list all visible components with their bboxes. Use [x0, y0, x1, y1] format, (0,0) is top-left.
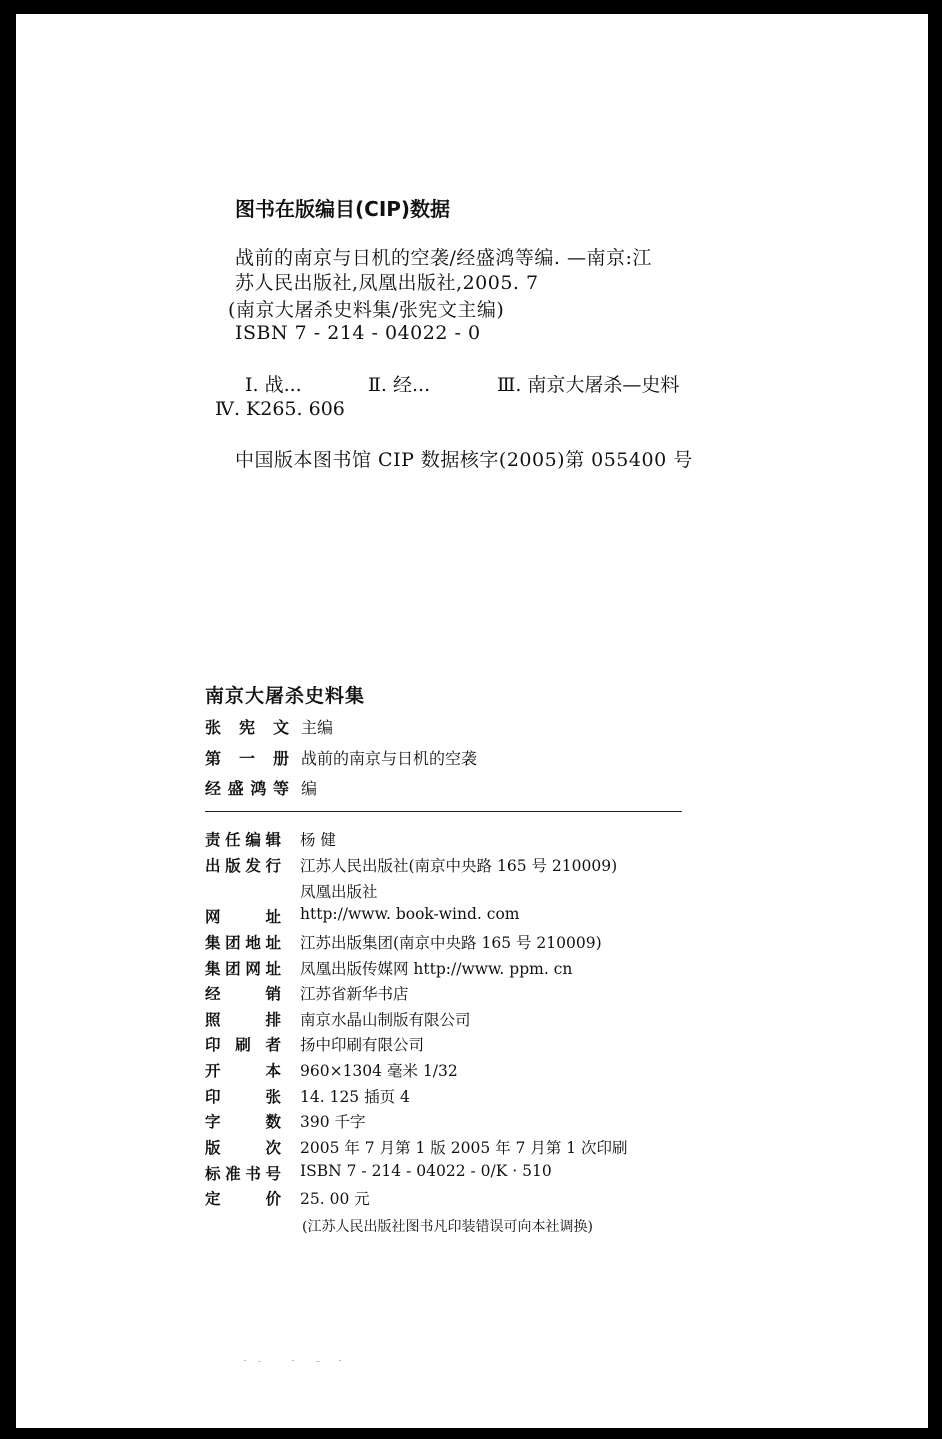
- volume-title: 战前的南京与日机的空袭: [301, 749, 478, 768]
- detail-label: 网址: [205, 908, 281, 926]
- editors-role: 编: [301, 779, 318, 798]
- detail-label: 版次: [205, 1139, 281, 1157]
- cip-approval: 中国版本图书馆 CIP 数据核字(2005)第 055400 号: [235, 449, 693, 471]
- detail-value: 杨 健: [300, 831, 336, 849]
- replacement-notice: (江苏人民出版社图书凡印装错误可向本社调换): [302, 1219, 593, 1235]
- detail-row: [205, 905, 519, 927]
- detail-label: 字数: [205, 1113, 281, 1131]
- chief-editor-name: 张 宪 文: [205, 718, 289, 737]
- cip-line-isbn: ISBN 7 - 214 - 04022 - 0: [235, 322, 481, 344]
- detail-label: 责任编辑: [205, 831, 281, 849]
- detail-value: 江苏出版集团(南京中央路 165 号 210009): [300, 934, 602, 952]
- book-page: [16, 14, 928, 1428]
- detail-row: [205, 1162, 552, 1184]
- editors-name: 经盛鸿等: [205, 779, 289, 798]
- detail-value: 14. 125 插页 4: [300, 1088, 410, 1106]
- divider-rule: [205, 811, 682, 812]
- detail-value: 凤凰出版传媒网 http://www. ppm. cn: [300, 960, 573, 978]
- detail-row: [205, 1110, 366, 1132]
- detail-label: 集团网址: [205, 960, 281, 978]
- detail-value: http://www. book-wind. com: [300, 905, 520, 923]
- detail-label: 印刷者: [205, 1036, 281, 1054]
- cip-line-title: 战前的南京与日机的空袭/经盛鸿等编. —南京:江: [235, 247, 652, 269]
- cip-heading: 图书在版编目(CIP)数据: [235, 197, 451, 221]
- detail-value: 390 千字: [300, 1113, 366, 1131]
- detail-label: 印张: [205, 1088, 281, 1106]
- scan-specks: [244, 1359, 344, 1363]
- cip-class-2: Ⅱ. 经...: [368, 374, 431, 396]
- series-title: 南京大屠杀史料集: [205, 685, 366, 707]
- chief-editor-role: 主编: [301, 718, 334, 737]
- volume-line: [205, 746, 477, 769]
- detail-row: [205, 1059, 458, 1081]
- detail-row: [205, 1085, 410, 1107]
- cip-line-publisher: 苏人民出版社,凤凰出版社,2005. 7: [235, 272, 539, 294]
- detail-value: 江苏省新华书店: [300, 985, 409, 1003]
- detail-row: [205, 1008, 471, 1030]
- detail-row: [205, 982, 409, 1004]
- editors-line: [205, 776, 317, 799]
- detail-value: ISBN 7 - 214 - 04022 - 0/K · 510: [300, 1162, 552, 1180]
- detail-value: 25. 00 元: [300, 1190, 370, 1208]
- detail-row: [205, 1136, 628, 1158]
- detail-label: 出版发行: [205, 857, 281, 875]
- detail-row: [205, 880, 378, 902]
- detail-value: 扬中印刷有限公司: [300, 1036, 425, 1054]
- detail-row: [205, 957, 572, 979]
- detail-row: [205, 828, 336, 850]
- detail-value: 江苏人民出版社(南京中央路 165 号 210009): [300, 857, 618, 875]
- detail-value: 凤凰出版社: [300, 883, 378, 901]
- detail-label: 照排: [205, 1011, 281, 1029]
- cip-class-4: Ⅳ. K265. 606: [215, 398, 345, 420]
- cip-class-3: Ⅲ. 南京大屠杀—史料: [497, 374, 680, 396]
- detail-label: 集团地址: [205, 934, 281, 952]
- cip-line-series: (南京大屠杀史料集/张宪文主编): [228, 299, 505, 321]
- detail-value: 南京水晶山制版有限公司: [300, 1011, 471, 1029]
- volume-number: 第 一 册: [205, 749, 289, 768]
- detail-row: [205, 1187, 370, 1209]
- detail-label: 标准书号: [205, 1165, 281, 1183]
- detail-value: 960×1304 毫米 1/32: [300, 1062, 458, 1080]
- detail-row: [205, 1033, 424, 1055]
- detail-label: 经销: [205, 985, 281, 1003]
- detail-label: 开本: [205, 1062, 281, 1080]
- detail-value: 2005 年 7 月第 1 版 2005 年 7 月第 1 次印刷: [300, 1139, 628, 1157]
- detail-row: [205, 854, 617, 876]
- chief-editor-line: [205, 715, 333, 738]
- detail-label: 定价: [205, 1190, 281, 1208]
- detail-row: [205, 931, 602, 953]
- cip-class-1: Ⅰ. 战...: [245, 374, 302, 396]
